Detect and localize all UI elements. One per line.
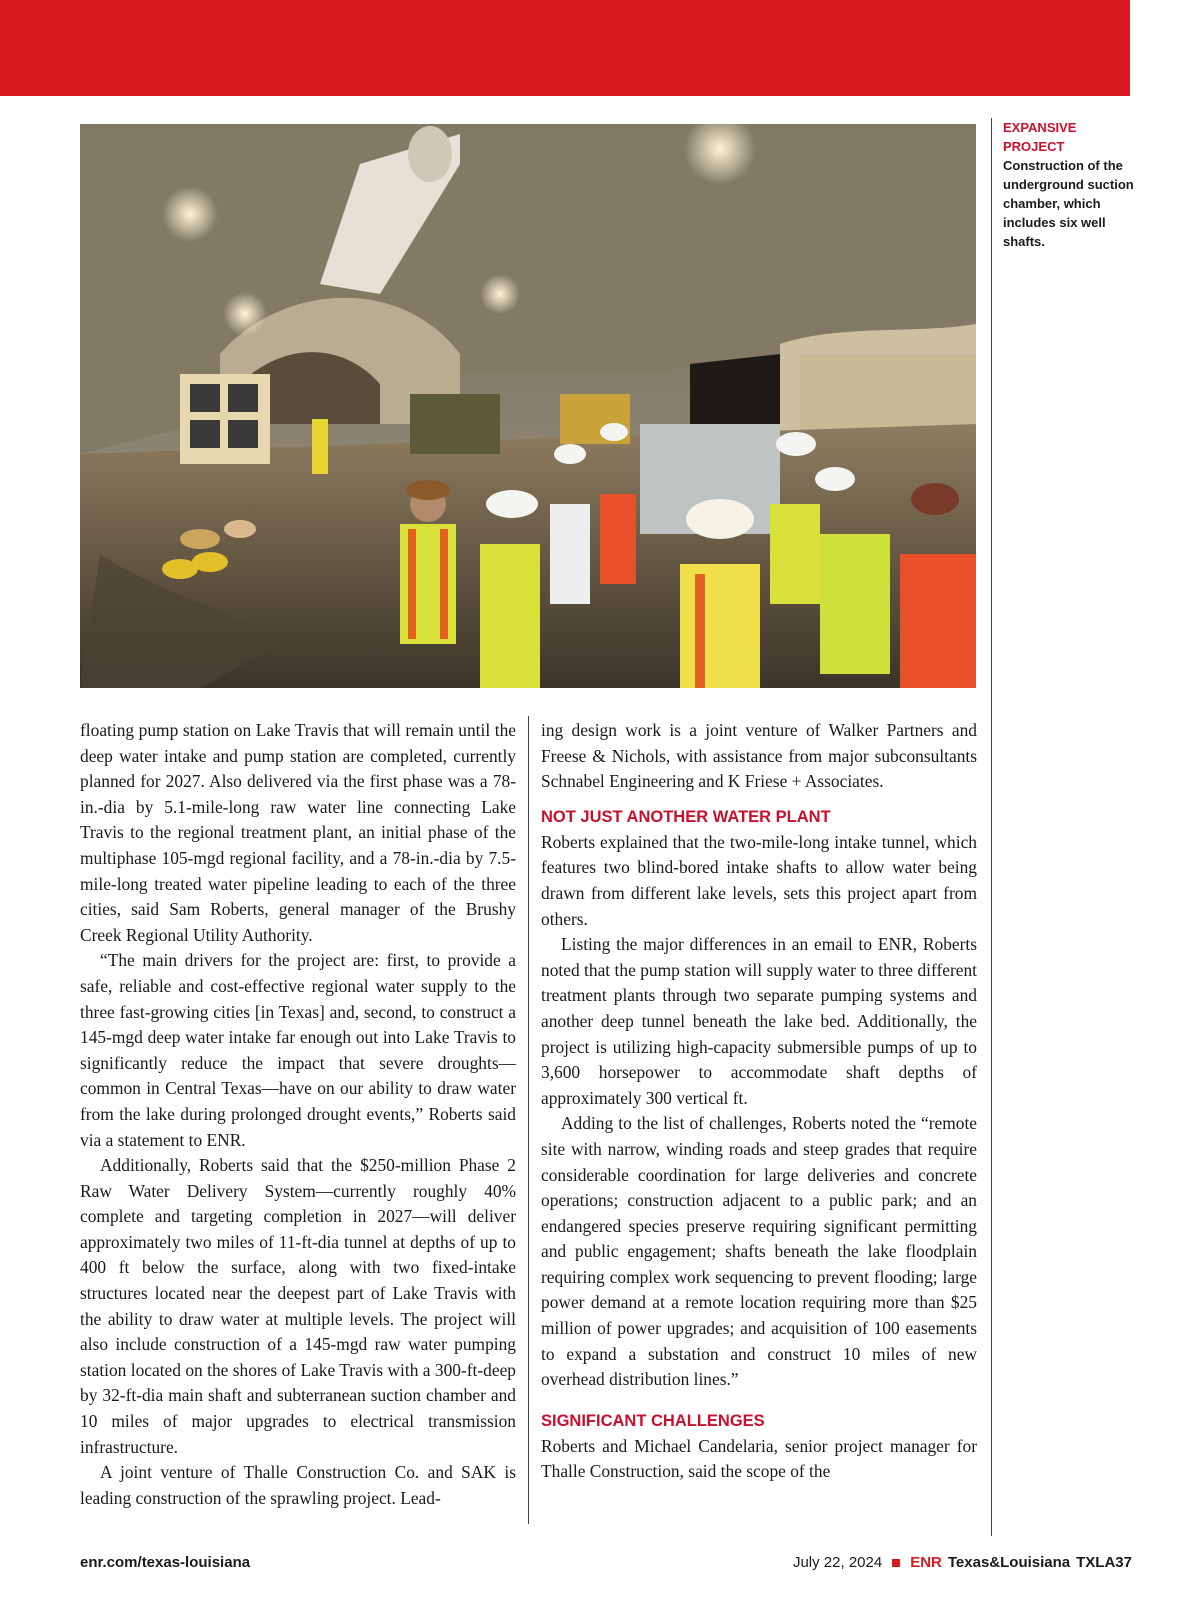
paragraph: Roberts and Michael Candelaria, senior project manager for Thalle Construction, said the scope of the	[541, 1435, 977, 1482]
photo-illustration	[80, 124, 976, 688]
red-square-icon	[892, 1559, 900, 1567]
footer-folio	[793, 1554, 1132, 1571]
footer-edition: Texas&Louisiana	[947, 1554, 1071, 1571]
photo-caption	[1003, 118, 1135, 251]
paragraph: A joint venture of Thalle Construction Co. and SAK is leading construction of the sprawling project. Lead-	[80, 1462, 516, 1508]
tunnel-construction-photo	[80, 124, 976, 688]
sidebar-divider	[991, 118, 992, 1536]
paragraph: floating pump station on Lake Travis that will remain until the deep water intake and pump station are completed, currently planned for 2027. Also delivered via the first phase was a 78-in.-dia by 5.1-mile-long raw water line connecting Lake Travis to the regional treatment plant, an initial phase of the multiphase 105-mgd regional facility, and a 78-in.-dia by 7.5-mile-long treated water pipeline leading to each of the three cities, said Sam Roberts, general manager of the Brushy Creek Regional Utility Authority.	[80, 720, 516, 945]
section-heading: SIGNIFICANT CHALLENGES	[541, 1411, 765, 1430]
paragraph: ing design work is a joint venture of Walker Partners and Freese & Nichols, with assistance from major subconsultants Schnabel Engineering and K Friese + Associates.	[541, 720, 977, 792]
paragraph: Roberts explained that the two-mile-long intake tunnel, which features two blind-bored intake shafts to allow water being drawn from different lake levels, sets this project apart from others.	[541, 831, 977, 929]
footer-brand: ENR	[910, 1554, 942, 1571]
column-divider	[528, 716, 529, 1524]
paragraph: Listing the major differences in an email to ENR, Roberts noted that the pump station will supply water to three different treatment plants through two separate pumping systems and another deep tunnel beneath the lake bed. Additionally, the project is utilizing high-capacity submersible pumps of up to 3,600 horsepower to accommodate shaft depths of approximately 300 vertical ft.	[541, 934, 977, 1108]
paragraph: “The main drivers for the project are: first, to provide a safe, reliable and cost-effective regional water supply to the three fast-growing cities [in Texas] and, second, to construct a 145-mgd deep water intake far enough out into Lake Travis to significantly reduce the impact that severe droughts—common in Central Texas—have on our ability to draw water from the lake during prolonged drought events,” Roberts said via a statement to ENR.	[80, 950, 516, 1150]
section-heading: NOT JUST ANOTHER WATER PLANT	[541, 807, 831, 826]
article-column-left	[80, 718, 516, 1511]
paragraph: Additionally, Roberts said that the $250-million Phase 2 Raw Water Delivery System—currently roughly 40% complete and targeting completion in 2027—will deliver approximately two miles of 11-ft-dia tunnel at depths of up to 400 ft below the surface, along with two fixed-intake structures located near the deepest part of Lake Travis with the ability to draw water at multiple levels. The project will also include construction of a 145-mgd raw water pumping station located on the shores of Lake Travis with a 300-ft-deep by 32-ft-dia main shaft and subterranean suction chamber and 10 miles of major upgrades to electrical transmission infrastructure.	[80, 1155, 516, 1457]
caption-text: Construction of the underground suction chamber, which includes six well shafts.	[1003, 158, 1134, 249]
footer-page-number: TXLA37	[1076, 1554, 1132, 1571]
caption-kicker: EXPANSIVE PROJECT	[1003, 120, 1077, 154]
article-column-right	[541, 718, 977, 1485]
top-red-band	[0, 0, 1130, 96]
footer-url[interactable]: enr.com/texas-louisiana	[80, 1554, 251, 1571]
footer-date: July 22, 2024	[792, 1554, 883, 1571]
paragraph: Adding to the list of challenges, Roberts noted the “remote site with narrow, winding roads and steep grades that require considerable coordination for large deliveries and concrete operations; construction adjacent to a public park; and an endangered species preserve requiring significant permitting and public engagement; shafts beneath the lake floodplain requiring complex work sequencing to prevent flooding; large power demand at a remote location requiring more than $25 million of power upgrades; and acquisition of 100 easements to expand a substation and construct 10 miles of new overhead distribution lines.”	[541, 1113, 977, 1390]
